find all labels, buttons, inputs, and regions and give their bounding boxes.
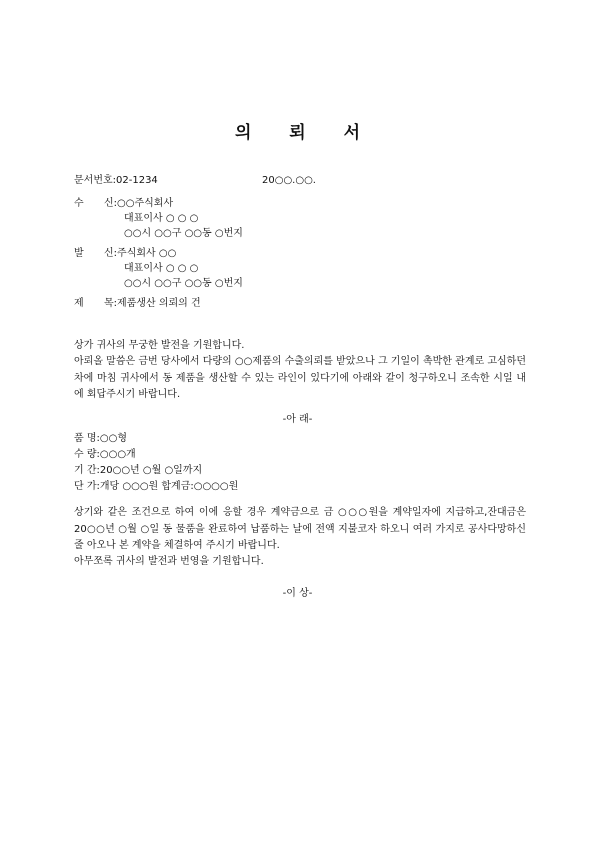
notice-heading: -아 래- (282, 414, 313, 425)
sender-label-char: 발 (74, 248, 84, 259)
recipient-representative: 대표이사 ○ ○ ○ (124, 213, 199, 224)
document-date: 20○○.○○. (262, 175, 316, 186)
item-quantity: 수 량:○○○개 (74, 449, 136, 460)
document-number: 문서번호:02-1234 (74, 175, 158, 186)
item-unit-price: 단 가:개당 ○○○원 합계금:○○○○원 (74, 481, 239, 492)
recipient-name: 신:○○주식회사 (104, 198, 174, 209)
sender-name: 신:주식회사 ○○ (104, 248, 177, 259)
closing-wish: 아무쪼록 귀사의 발전과 번영을 기원합니다. (74, 556, 264, 567)
item-period: 기 간:20○○년 ○월 ○일까지 (74, 465, 203, 476)
body-greeting: 상가 귀사의 무궁한 발전을 기원합니다. (74, 340, 245, 351)
document-title: 의 뢰 서 (234, 123, 377, 143)
end-mark: -이 상- (282, 588, 313, 599)
subject-label-char: 제 (74, 298, 84, 309)
sender-representative: 대표이사 ○ ○ ○ (124, 263, 199, 274)
closing-paragraph: 상기와 같은 조건으로 하여 이에 응할 경우 계약금으로 금 ○○○원을 계약일자에 지급하고,잔대금은 20○○년 ○월 ○일 동 물품을 완료하여 납품하는 날에 전액 지불코자 하오니 여러 가지로 공사다망하신줄 아오나 본 계약을 체결하여 주시기 바랍니다. (74, 507, 526, 551)
sender-address: ○○시 ○○구 ○○동 ○번지 (124, 278, 243, 289)
recipient-address: ○○시 ○○구 ○○동 ○번지 (124, 228, 243, 239)
body-paragraph: 아뢰올 말씀은 금번 당사에서 다량의 ○○제품의 수출의뢰를 받았으나 그 기일이 촉박한 관계로 고심하던 차에 마침 귀사에서 동 제품을 생산할 수 있는 라인이 있다기에 아래와 같이 청구하오니 조속한 시일 내에 회답주시기 바랍니다. (74, 356, 526, 400)
subject-text: 목:제품생산 의뢰의 건 (104, 298, 201, 309)
item-product-name: 품 명:○○형 (74, 433, 127, 444)
recipient-label-char: 수 (74, 198, 84, 209)
